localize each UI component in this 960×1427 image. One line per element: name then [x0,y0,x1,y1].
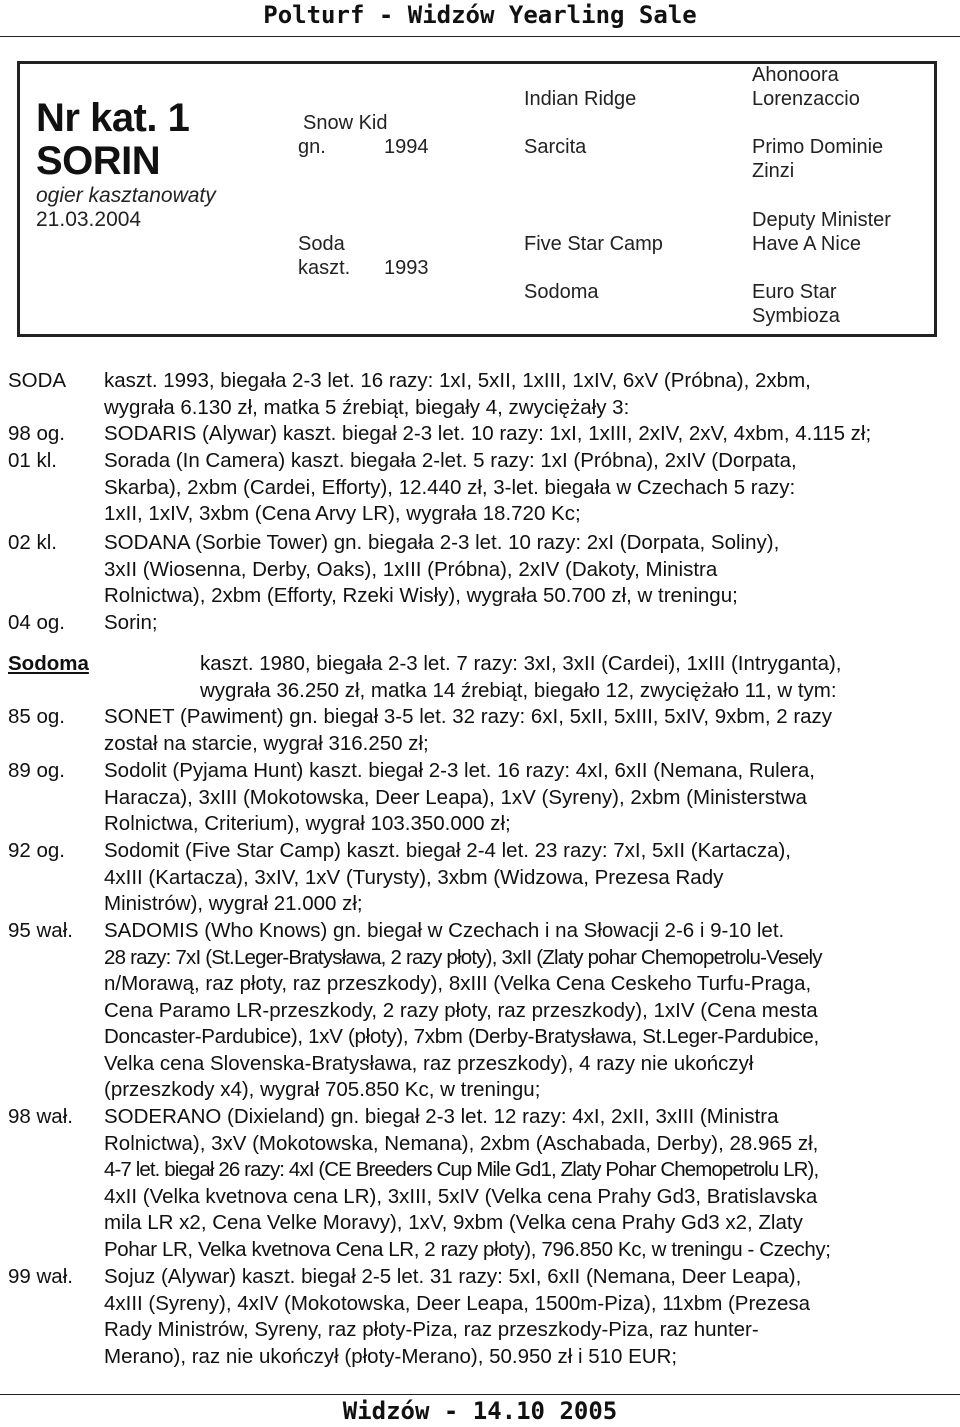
offspring-record-line: 4xIII (Kartacza), 3xIV, 1xV (Turysty), 3xbm (Widzowa, Prezesa Rady [104,865,724,889]
offspring-record-line: 28 razy: 7xI (St.Leger-Bratysława, 2 razy płoty), 3xII (Zlaty pohar Chemopetrolu-Vesely [104,945,822,969]
offspring-record-line: Doncaster-Pardubice), 1xV (płoty), 7xbm (Derby-Bratysława, St.Leger-Pardubice, [104,1025,819,1048]
granddam-section-label: Sodoma [8,652,89,675]
dam-name: Soda [298,233,345,255]
dam-year: 1993 [384,257,429,279]
offspring-record-line: Sorada (In Camera) kaszt. biegała 2-let. 5 razy: 1xI (Próbna), 2xIV (Dorpata, [104,449,797,472]
offspring-record-line: SODARIS (Alywar) kaszt. biegał 2-3 let. 10 razy: 1xI, 1xIII, 2xIV, 2xV, 4xbm, 4.115 zł; [104,422,872,445]
dam-record-line: wygrała 6.130 zł, matka 5 źrebiąt, biegały 4, zwyciężały 3: [104,395,630,419]
page-header-title: Polturf - Widzów Yearling Sale [263,1,697,29]
offspring-record-line: mila LR x2, Cena Velke Moravy), 1xV, 9xbm (Velka cena Prahy Gd3 x2, Zlaty [104,1211,803,1234]
offspring-record-line: 3xII (Wiosenna, Derby, Oaks), 1xIII (Próbna), 2xIV (Dakoty, Ministra [104,557,718,581]
great-grandparent: Symbioza [752,305,840,327]
offspring-record [104,758,815,838]
offspring-record-line: 1xII, 1xIV, 3xbm (Cena Arvy LR), wygrała 18.720 Kc; [104,502,581,525]
offspring-year-label: 95 wał. [8,919,73,942]
grandsire-maternal: Five Star Camp [524,233,663,255]
header-divider [0,36,960,37]
great-grandparent: Euro Star [752,281,837,303]
offspring-record-line: został na starcie, wygrał 316.250 zł; [104,731,429,755]
offspring-record-line: 4-7 let. biegał 26 razy: 4xI (CE Breeders Cup Mile Gd1, Zlaty Pohar Chemopetrolu LR), [104,1158,819,1181]
sire-color: gn. [298,136,326,158]
offspring-record-line: SONET (Pawiment) gn. biegał 3-5 let. 32 razy: 6xI, 5xII, 5xIII, 5xIV, 9xbm, 2 razy [104,705,833,728]
offspring-year-label: 98 og. [8,422,65,445]
catalog-number: Nr kat. 1 [36,96,190,140]
sire-name: Snow Kid [303,112,388,134]
footer-divider [0,1394,960,1395]
offspring-record-line: (przeszkody x4), wygrał 705.850 Kc, w treningu; [104,1078,541,1101]
offspring-year-label: 99 wał. [8,1265,73,1288]
offspring-record-line: SADOMIS (Who Knows) gn. biegał w Czechach i na Słowacji 2-6 i 9-10 let. [104,919,785,942]
horse-description: ogier kasztanowaty [36,184,216,207]
great-grandparent: Have A Nice [752,233,861,255]
offspring-record-line: Sojuz (Alywar) kaszt. biegał 2-5 let. 31 razy: 5xI, 6xII (Nemana, Deer Leapa), [104,1265,802,1288]
offspring-year-label: 01 kl. [8,449,57,472]
offspring-record [104,704,832,757]
granddam-record [200,651,842,704]
offspring-record-line: 4xIII (Syreny), 4xIV (Mokotowska, Deer Leapa, 1500m-Piza), 11xbm (Prezesa [104,1291,811,1315]
offspring-record-line: Rolnictwa), 3xV (Mokotowska, Nemana), 2xbm (Aschabada, Derby), 28.965 zł, [104,1131,819,1155]
offspring-record-line: Merano), raz nie ukończył (płoty-Merano), 50.950 zł i 510 EUR; [104,1344,678,1368]
great-grandparent: Ahonoora [752,64,839,86]
grandsire-paternal: Indian Ridge [524,88,637,110]
offspring-record-line: Pohar LR, Velka kvetnova Cena LR, 2 razy płoty), 796.850 Kc, w treningu - Czechy; [104,1237,831,1261]
offspring-record-line: Sodomit (Five Star Camp) kaszt. biegał 2-4 let. 23 razy: 7xI, 5xII (Kartacza), [104,839,792,862]
offspring-record [104,530,779,610]
offspring-record-line: Rolnictwa, Criterium), wygrał 103.350.000 zł; [104,812,511,835]
offspring-record-line: SODERANO (Dixieland) gn. biegał 2-3 let. 12 razy: 4xI, 2xII, 3xIII (Ministra [104,1105,779,1128]
offspring-year-label: 04 og. [8,611,65,634]
granddam-record-line: kaszt. 1980, biegała 2-3 let. 7 razy: 3xI, 3xII (Cardei), 1xIII (Intryganta), [200,652,842,675]
great-grandparent: Zinzi [752,160,795,182]
offspring-record [104,838,791,918]
offspring-record [104,610,158,637]
granddam-paternal: Sarcita [524,136,587,158]
offspring-year-label: 85 og. [8,705,65,728]
dam-record [104,368,811,421]
dam-color: kaszt. [298,257,351,279]
page-footer: Widzów - 14.10 2005 [342,1397,618,1425]
offspring-record-line: SODANA (Sorbie Tower) gn. biegała 2-3 let. 10 razy: 2xI (Dorpata, Soliny), [104,531,780,554]
offspring-year-label: 89 og. [8,759,65,782]
granddam-record-line: wygrała 36.250 zł, matka 14 źrebiąt, biegało 12, zwyciężało 11, w tym: [200,678,837,702]
offspring-record-line: Rady Ministrów, Syreny, raz płoty-Piza, raz przeszkody-Piza, raz hunter- [104,1318,759,1341]
offspring-record-line: Skarba), 2xbm (Cardei, Efforty), 12.440 zł, 3-let. biegała w Czechach 5 razy: [104,475,796,499]
granddam-maternal: Sodoma [524,281,599,303]
horse-name: SORIN [36,139,161,183]
dam-section-label: SODA [8,369,67,392]
great-grandparent: Primo Dominie [752,136,884,158]
dam-record-line: kaszt. 1993, biegała 2-3 let. 16 razy: 1xI, 5xII, 1xIII, 1xIV, 6xV (Próbna), 2xbm, [104,369,811,392]
great-grandparent: Deputy Minister [752,209,891,231]
offspring-record [104,1104,831,1263]
offspring-record [104,421,871,448]
offspring-record-line: n/Morawą, raz płoty, raz przeszkody), 8xIII (Velka Cena Ceskeho Turfu-Praga, [104,972,812,995]
offspring-record-line: Cena Paramo LR-przeszkody, 2 razy płoty, raz przeszkody), 1xIV (Cena mesta [104,998,818,1022]
offspring-record-line: Velka cena Slovenska-Bratysława, raz przeszkody), 4 razy nie ukończył [104,1051,754,1075]
offspring-record-line: Rolnictwa), 2xbm (Efforty, Rzeki Wisły), wygrała 50.700 zł, w treningu; [104,584,738,607]
sire-year: 1994 [384,136,429,158]
offspring-year-label: 98 wał. [8,1105,73,1128]
offspring-record-line: Haracza), 3xIII (Mokotowska, Deer Leapa), 1xV (Syreny), 2xbm (Ministerstwa [104,785,807,809]
offspring-record-line: 4xII (Velka kvetnova cena LR), 3xIII, 5xIV (Velka cena Prahy Gd3, Bratislavska [104,1184,818,1208]
offspring-record [104,1264,810,1370]
offspring-record [104,918,822,1104]
offspring-record-line: Sorin; [104,611,158,634]
horse-birth-date: 21.03.2004 [36,208,142,231]
offspring-year-label: 92 og. [8,839,65,862]
offspring-year-label: 02 kl. [8,531,57,554]
offspring-record-line: Sodolit (Pyjama Hunt) kaszt. biegał 2-3 let. 16 razy: 4xI, 6xII (Nemana, Rulera, [104,759,815,782]
offspring-record-line: Ministrów), wygrał 21.000 zł; [104,892,363,915]
offspring-record [104,448,797,528]
great-grandparent: Lorenzaccio [752,88,860,110]
